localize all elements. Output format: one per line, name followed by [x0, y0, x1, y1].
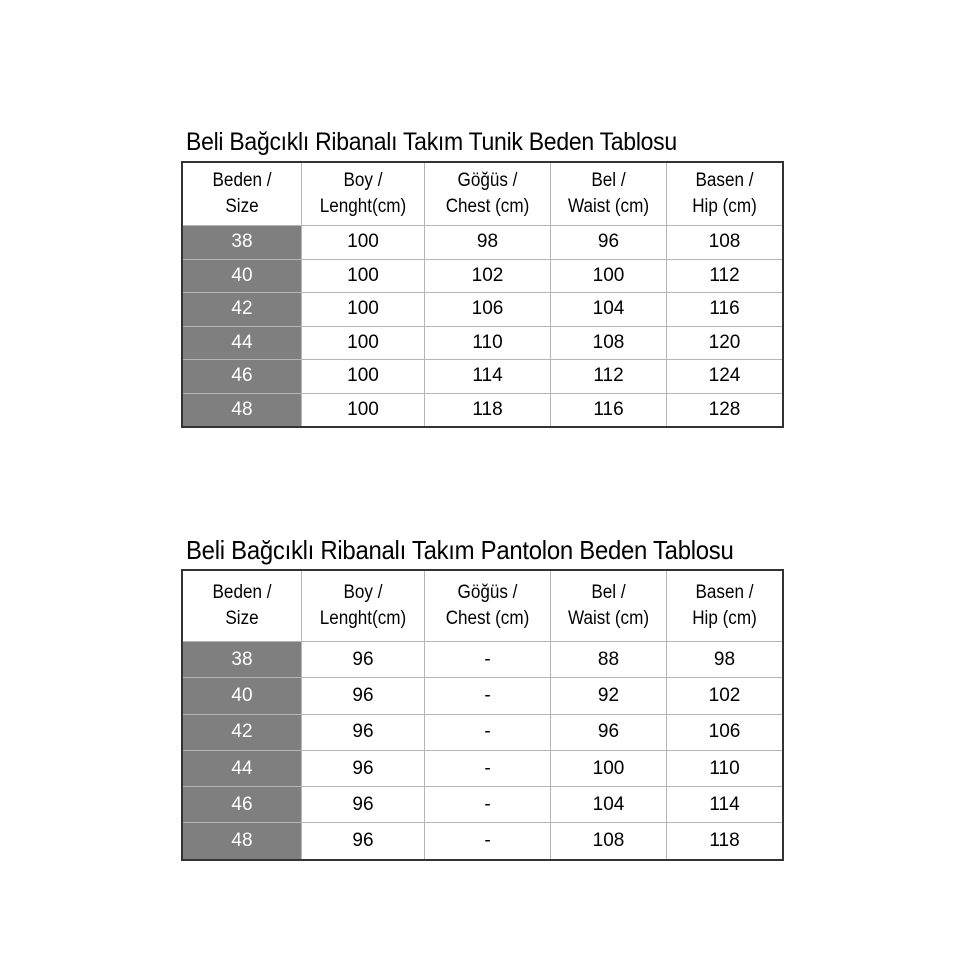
waist-cell: 88	[551, 642, 667, 678]
length-cell: 96	[302, 823, 425, 860]
length-cell: 100	[302, 293, 425, 327]
table-row	[182, 787, 783, 823]
table-row	[182, 678, 783, 714]
hip-cell: 112	[667, 259, 784, 293]
length-cell: 96	[302, 750, 425, 786]
table-row	[182, 360, 783, 394]
header-waist: Bel / Waist (cm)	[551, 570, 667, 642]
table-row	[182, 326, 783, 360]
length-cell: 100	[302, 259, 425, 293]
waist-cell: 96	[551, 226, 667, 260]
size-cell: 38	[182, 642, 302, 678]
hip-cell: 120	[667, 326, 784, 360]
size-cell: 44	[182, 326, 302, 360]
chest-cell: 118	[425, 393, 551, 427]
header-chest: Göğüs / Chest (cm)	[425, 570, 551, 642]
chest-cell: 98	[425, 226, 551, 260]
chest-cell: 106	[425, 293, 551, 327]
waist-cell: 96	[551, 714, 667, 750]
header-size: Beden / Size	[182, 162, 302, 226]
length-cell: 96	[302, 787, 425, 823]
length-cell: 96	[302, 714, 425, 750]
hip-cell: 128	[667, 393, 784, 427]
chest-cell: -	[425, 714, 551, 750]
length-cell: 96	[302, 642, 425, 678]
hip-cell: 98	[667, 642, 784, 678]
chest-cell: 110	[425, 326, 551, 360]
hip-cell: 106	[667, 714, 784, 750]
hip-cell: 102	[667, 678, 784, 714]
waist-cell: 104	[551, 293, 667, 327]
waist-cell: 104	[551, 787, 667, 823]
size-cell: 40	[182, 259, 302, 293]
trousers-size-chart	[181, 534, 784, 861]
size-cell: 46	[182, 787, 302, 823]
size-cell: 46	[182, 360, 302, 394]
trousers-chart-title: Beli Bağcıklı Ribanalı Takım Pantolon Beden Tablosu	[186, 535, 734, 565]
hip-cell: 108	[667, 226, 784, 260]
tunic-chart-title: Beli Bağcıklı Ribanalı Takım Tunik Beden Tablosu	[186, 128, 677, 156]
waist-cell: 108	[551, 823, 667, 860]
waist-cell: 108	[551, 326, 667, 360]
table-row	[182, 259, 783, 293]
hip-cell: 116	[667, 293, 784, 327]
waist-cell: 100	[551, 750, 667, 786]
length-cell: 96	[302, 678, 425, 714]
table-row	[182, 642, 783, 678]
header-chest: Göğüs / Chest (cm)	[425, 162, 551, 226]
waist-cell: 116	[551, 393, 667, 427]
size-cell: 42	[182, 293, 302, 327]
hip-cell: 110	[667, 750, 784, 786]
header-length: Boy / Lenght(cm)	[302, 570, 425, 642]
size-cell: 42	[182, 714, 302, 750]
trousers-size-table	[181, 569, 784, 861]
waist-cell: 92	[551, 678, 667, 714]
tunic-size-table	[181, 161, 784, 428]
header-row	[182, 162, 783, 226]
size-cell: 48	[182, 823, 302, 860]
table-row	[182, 714, 783, 750]
waist-cell: 112	[551, 360, 667, 394]
header-size: Beden / Size	[182, 570, 302, 642]
chest-cell: -	[425, 642, 551, 678]
header-waist: Bel / Waist (cm)	[551, 162, 667, 226]
header-row	[182, 570, 783, 642]
length-cell: 100	[302, 226, 425, 260]
length-cell: 100	[302, 393, 425, 427]
waist-cell: 100	[551, 259, 667, 293]
table-row	[182, 226, 783, 260]
size-cell: 40	[182, 678, 302, 714]
table-row	[182, 750, 783, 786]
chest-cell: -	[425, 787, 551, 823]
table-row	[182, 293, 783, 327]
header-hip: Basen / Hip (cm)	[667, 570, 784, 642]
chest-cell: -	[425, 823, 551, 860]
hip-cell: 118	[667, 823, 784, 860]
chest-cell: -	[425, 750, 551, 786]
chest-cell: 102	[425, 259, 551, 293]
length-cell: 100	[302, 326, 425, 360]
chest-cell: -	[425, 678, 551, 714]
chest-cell: 114	[425, 360, 551, 394]
size-cell: 48	[182, 393, 302, 427]
hip-cell: 114	[667, 787, 784, 823]
hip-cell: 124	[667, 360, 784, 394]
size-cell: 38	[182, 226, 302, 260]
header-hip: Basen / Hip (cm)	[667, 162, 784, 226]
length-cell: 100	[302, 360, 425, 394]
table-row	[182, 823, 783, 860]
tunic-size-chart	[181, 126, 784, 428]
size-cell: 44	[182, 750, 302, 786]
table-row	[182, 393, 783, 427]
header-length: Boy / Lenght(cm)	[302, 162, 425, 226]
